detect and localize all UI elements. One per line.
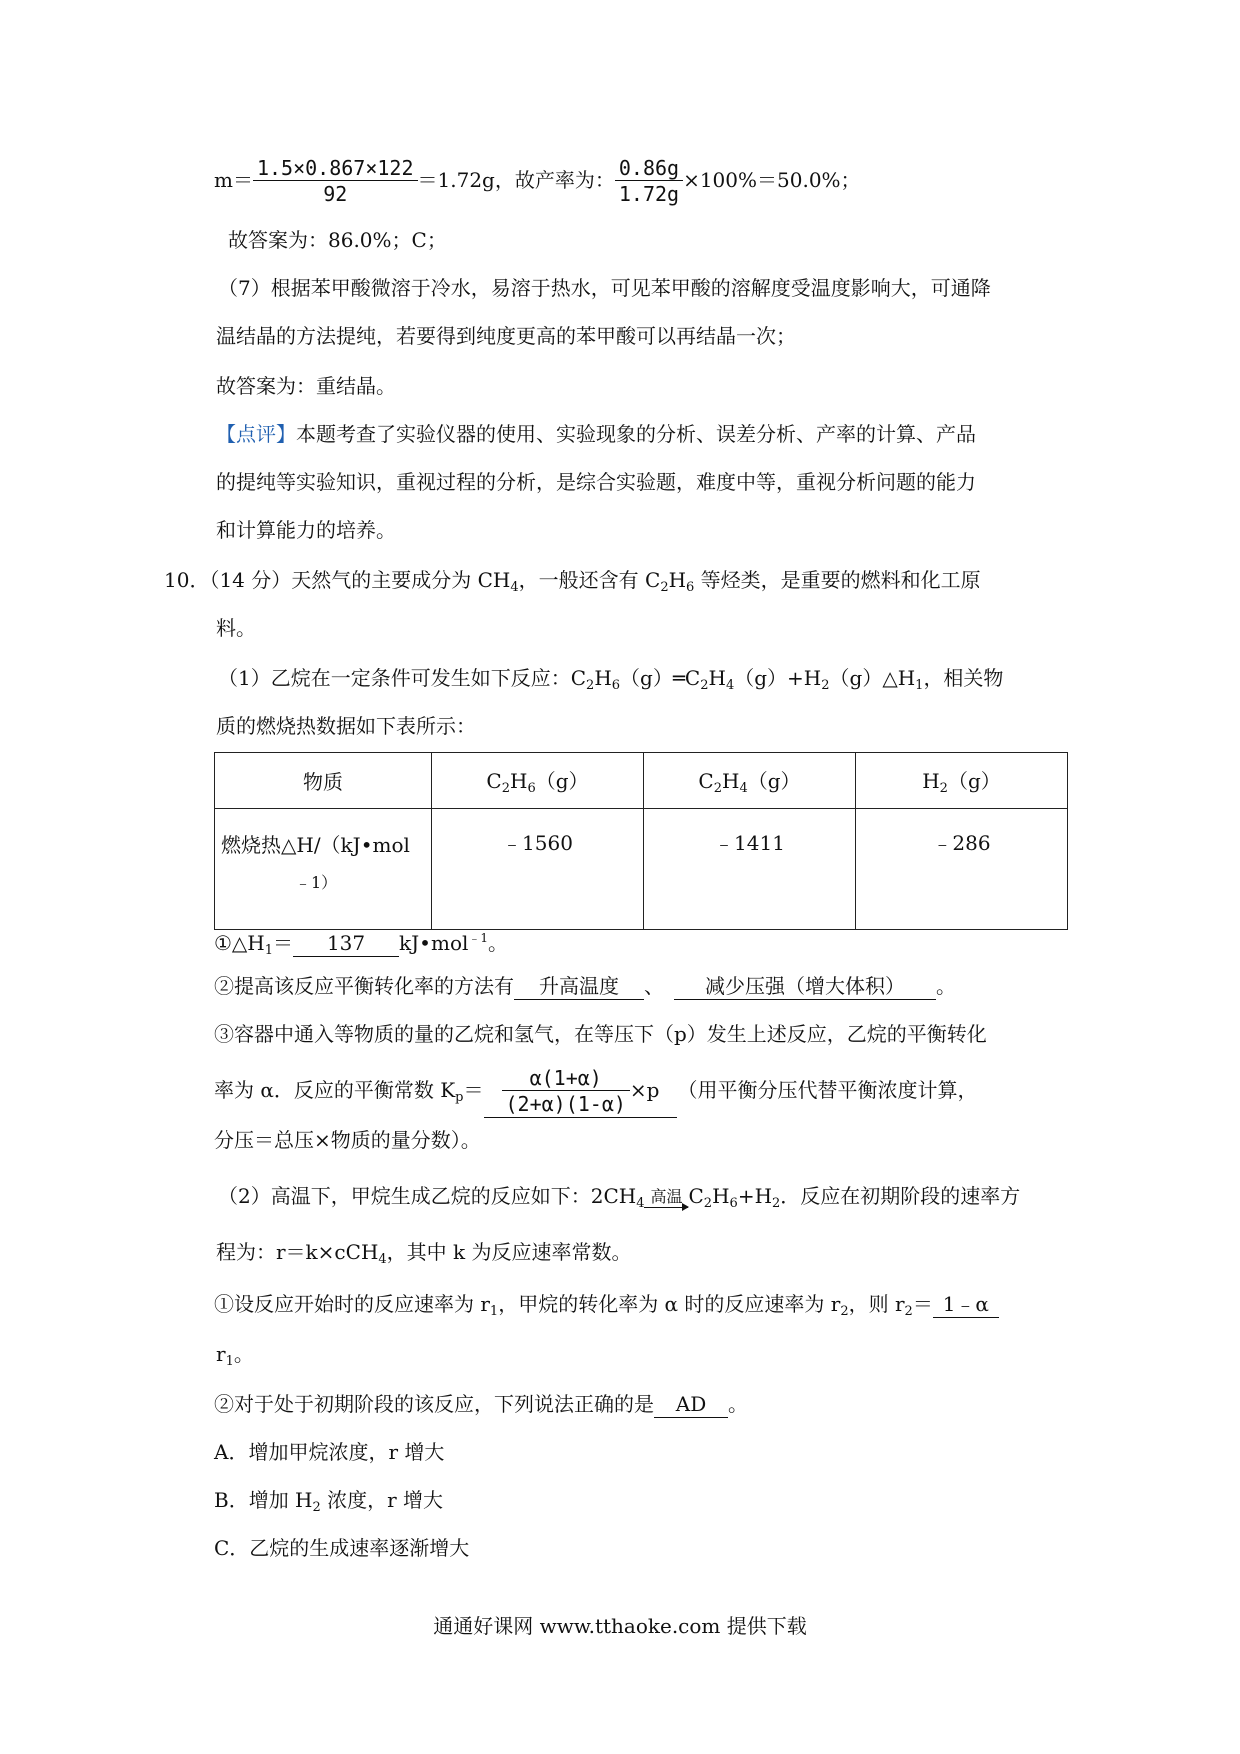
text: ×p [629,1078,660,1102]
comment-line-2: 的提纯等实验知识，重视过程的分析，是综合实验题，难度中等，重视分析问题的能力 [216,470,976,494]
subscript: 1 [915,678,924,693]
text: +H [737,1184,773,1208]
text: ＝ [463,1078,484,1102]
subscript: 6 [611,678,621,693]
subscript: 6 [729,1196,738,1211]
table-header-cell: 物质 [215,753,432,809]
text: ②对于处于初期阶段的该反应，下列说法正确的是 [214,1392,654,1416]
yield-result: ×100%＝50.0%； [683,168,861,192]
table-row [215,809,1068,930]
yield-numerator: 0.86g [615,156,683,181]
table-cell: ﹣1560 [432,809,644,930]
text: 浓度，r 增大 [320,1488,444,1512]
text: （g） [947,769,1001,793]
q10-heading [164,566,981,602]
subscript: 1 [264,943,274,958]
comment-line-1 [216,420,976,448]
q7-line-1: （7）根据苯甲酸微溶于冷水，易溶于热水，可见苯甲酸的溶解度受温度影响大，可通降 [218,276,991,300]
kp-numerator: α(1+α) [502,1066,630,1091]
text: C [486,769,502,793]
text: H [922,769,940,793]
subq-3-line-1: ③容器中通入等物质的量的乙烷和氢气，在等压下（p）发生上述反应，乙烷的平衡转化 [214,1022,987,1046]
q10-part1-line-1 [218,664,1003,700]
subscript: 4 [739,781,748,796]
text: H [510,769,528,793]
text: ＝ [912,1292,933,1316]
table-header-cell [856,753,1068,809]
text: 、 [644,974,664,998]
subscript: 2 [703,1196,713,1211]
table-cell: ﹣286 [856,809,1068,930]
kp-denominator: (2+α)(1-α) [505,1092,626,1116]
reaction-condition: 高温 [650,1186,683,1206]
text: 燃烧热△H/（kJ•mol [221,833,410,857]
text: 。 [233,1342,254,1366]
q10-part2-line-2 [216,1238,632,1274]
mass-result: ＝1.72g，故产率为： [417,168,615,192]
subq-rate-1 [214,1290,999,1326]
arrow-shaft [644,1207,688,1208]
mass-formula [214,150,861,210]
q10-part1-line-2: 质的燃烧热数据如下表所示： [216,714,476,738]
text: （用平衡分压代替平衡浓度计算， [677,1078,978,1102]
answer-blank: AD [654,1391,728,1418]
q10-head-h: H [668,568,687,592]
subq-1 [214,924,508,965]
answer-blank: 减少压强（增大体积） [674,973,936,1000]
subscript: 2 [501,781,511,796]
text: （g）+H [734,666,822,690]
text: 。 [488,931,509,955]
subscript: p [455,1090,464,1105]
text: ，甲烷的转化率为 α 时的反应速率为 r [498,1292,841,1316]
text: ②提高该反应平衡转化率的方法有 [214,974,514,998]
subscript: 4 [636,1196,645,1211]
subscript: 2 [660,580,669,595]
option-a: A．增加甲烷浓度，r 增大 [214,1440,445,1464]
q10-heading-line-2: 料。 [216,616,256,640]
subscript: 4 [510,580,519,595]
text: ①设反应开始时的反应速率为 r [214,1292,490,1316]
q10-part2-line-1 [218,1182,1020,1218]
table-header-cell [432,753,644,809]
subscript: 1 [489,1304,499,1319]
kp-fraction [502,1066,630,1117]
subscript: 2 [713,781,723,796]
text: ＝ [273,931,294,955]
subscript: 4 [378,1252,387,1267]
answer-6: 故答案为：86.0%；C； [228,228,447,252]
page-footer: 通通好课网 www.tthaoke.com 提供下载 [433,1614,807,1638]
q10-head-mid: ，一般还含有 C [518,568,661,592]
text: B．增加 H [214,1488,313,1512]
text: ，则 r [848,1292,905,1316]
yield-denominator: 1.72g [618,182,680,206]
q10-head-tail: 等烃类，是重要的燃料和化工原 [694,568,981,592]
superscript: ﹣1 [468,931,489,945]
table-header-row [215,753,1068,809]
text: （g）△H [829,666,916,690]
comment-line-3: 和计算能力的培养。 [216,518,396,542]
text: r [216,1342,226,1366]
text: （1）乙烷在一定条件可发生如下反应：C [218,666,587,690]
subscript: 2 [312,1500,321,1515]
option-b [214,1486,443,1522]
text: 程为：r＝k×cCH [216,1240,379,1264]
subq-2 [214,972,956,1000]
answer-blank: 137 [293,930,399,957]
subscript: 2 [840,1304,849,1319]
text: 率为 α．反应的平衡常数 K [214,1078,456,1102]
text: （2）高温下，甲烷生成乙烷的反应如下：2CH [218,1184,637,1208]
text: H [594,666,612,690]
text: kJ•mol [399,931,469,955]
answer-blank-kp [484,1066,678,1118]
option-c: C．乙烷的生成速率逐渐增大 [214,1536,470,1560]
answer-blank: 1﹣α [933,1291,999,1318]
text: ﹣1） [295,873,338,892]
yield-fraction [615,156,683,207]
text: ，其中 k 为反应速率常数。 [386,1240,632,1264]
reaction-arrow [644,1188,688,1208]
subq-3-line-2 [214,1060,977,1128]
mass-prefix: m＝ [214,168,253,192]
subscript: 2 [939,781,948,796]
q10-head-text: 10．（14 分）天然气的主要成分为 CH [164,568,511,592]
subq-rate-2 [214,1390,748,1418]
text: （g） [747,769,801,793]
text: C [698,769,714,793]
equilibrium-sign: ═ [672,666,685,690]
mass-fraction [253,156,418,207]
table-cell: ﹣1411 [644,809,856,930]
subscript: 2 [772,1196,781,1211]
subq-rate-1-line-2 [216,1340,254,1376]
text: H [712,1184,730,1208]
text: C [688,1184,704,1208]
subscript: 6 [686,580,695,595]
subscript: 2 [700,678,709,693]
text: ．反应在初期阶段的速率方 [780,1184,1021,1208]
comment-tag: 【点评】 [216,422,296,446]
text: （g） [620,666,673,690]
combustion-heat-table [214,752,1068,930]
subscript: 2 [904,1304,913,1319]
answer-7: 故答案为：重结晶。 [216,374,396,398]
text: ，相关物 [923,666,1004,690]
text: 。 [728,1392,748,1416]
subscript: 6 [527,781,536,796]
mass-numerator: 1.5×0.867×122 [253,156,418,181]
text: H [708,666,726,690]
text: C [684,666,701,690]
q7-line-2: 温结晶的方法提纯，若要得到纯度更高的苯甲酸可以再结晶一次； [216,324,796,348]
subscript: 2 [586,678,595,693]
subscript: 4 [725,678,735,693]
subscript: 2 [821,678,830,693]
table-header-cell [644,753,856,809]
text: 。 [936,974,956,998]
table-row-label [215,809,432,930]
comment-text-1: 本题考查了实验仪器的使用、实验现象的分析、误差分析、产率的计算、产品 [296,422,976,446]
text: （g） [535,769,589,793]
answer-blank: 升高温度 [514,973,644,1000]
subscript: 1 [225,1354,234,1369]
text: ①△H [214,931,265,955]
subq-3-line-3: 分压＝总压×物质的量分数）。 [214,1128,481,1152]
mass-denominator: 92 [323,182,348,206]
text: H [722,769,740,793]
